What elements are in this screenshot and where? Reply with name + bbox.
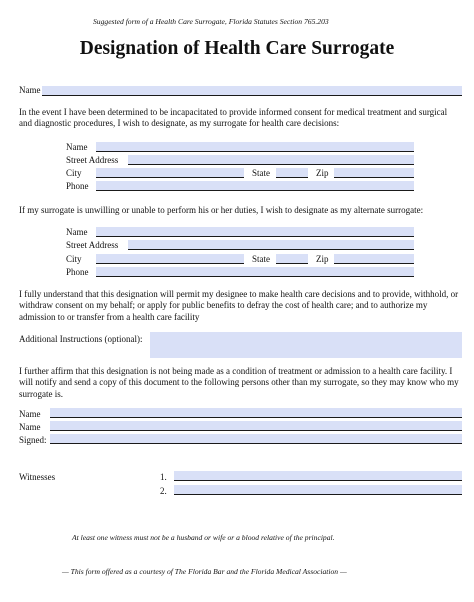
alternate-name-field[interactable] xyxy=(96,227,414,237)
surrogate-zip-label: Zip xyxy=(316,168,329,178)
alternate-zip-label: Zip xyxy=(316,254,329,264)
surrogate-street-label: Street Address xyxy=(66,155,119,165)
affirm-paragraph: I further affirm that this designation is not being made as a condition of treatment or admission to a health care facility. I will notify and send a copy of this document to the following persons other than my surrogate, so they may know who my surrogate is. xyxy=(19,366,459,399)
additional-instructions-field[interactable] xyxy=(150,332,462,358)
surrogate-name-field[interactable] xyxy=(96,142,414,152)
alternate-state-label: State xyxy=(252,254,270,264)
signed-label: Signed: xyxy=(19,435,47,445)
alternate-street-field[interactable] xyxy=(128,240,414,250)
surrogate-phone-label: Phone xyxy=(66,181,89,191)
surrogate-state-field[interactable] xyxy=(276,168,308,178)
alternate-state-field[interactable] xyxy=(276,254,308,264)
surrogate-city-field[interactable] xyxy=(96,168,244,178)
understanding-paragraph: I fully understand that this designation will permit my designee to make health care decisions and to provide, withhold, or withdraw consent on my behalf; or apply for public benefits to defray the cost of health care; and to authorize my admission to or transfer from a health care facility xyxy=(19,289,459,322)
surrogate-zip-field[interactable] xyxy=(334,168,414,178)
principal-name-label: Name xyxy=(19,85,41,95)
notify-name1-field[interactable] xyxy=(50,408,462,418)
surrogate-street-field[interactable] xyxy=(128,155,414,165)
principal-name-field[interactable] xyxy=(42,86,462,96)
notify-name2-field[interactable] xyxy=(50,421,462,431)
surrogate-name-label: Name xyxy=(66,142,88,152)
notify-name1-label: Name xyxy=(19,409,41,419)
alternate-paragraph: If my surrogate is unwilling or unable to perform his or her duties, I wish to designate as my alternate surrogate: xyxy=(19,205,424,215)
witness-2-field[interactable] xyxy=(174,485,462,495)
page-title: Designation of Health Care Surrogate xyxy=(79,38,395,59)
witness-note: At least one witness must not be a husband or wife or a blood relative of the principal. xyxy=(72,533,335,542)
alternate-city-field[interactable] xyxy=(96,254,244,264)
header-note: Suggested form of a Health Care Surrogate, Florida Statutes Section 765.203 xyxy=(93,17,329,26)
signature-field[interactable] xyxy=(50,434,462,444)
alternate-phone-field[interactable] xyxy=(96,267,414,277)
witness-1-field[interactable] xyxy=(174,471,462,481)
surrogate-city-label: City xyxy=(66,168,82,178)
alternate-street-label: Street Address xyxy=(66,240,119,250)
alternate-name-label: Name xyxy=(66,227,88,237)
additional-instructions-label: Additional Instructions (optional): xyxy=(19,334,143,344)
witness-1-number: 1. xyxy=(160,472,167,482)
witnesses-label: Witnesses xyxy=(19,472,56,482)
intro-paragraph: In the event I have been determined to be incapacitated to provide informed consent for medical treatment and surgical and diagnostic procedures, I wish to designate, as my surrogate for health care decisions: xyxy=(19,107,448,129)
alternate-phone-label: Phone xyxy=(66,267,89,277)
alternate-city-label: City xyxy=(66,254,82,264)
alternate-zip-field[interactable] xyxy=(334,254,414,264)
notify-name2-label: Name xyxy=(19,422,41,432)
surrogate-phone-field[interactable] xyxy=(96,181,414,191)
witness-2-number: 2. xyxy=(160,486,167,496)
footer-note: — This form offered as a courtesy of The Florida Bar and the Florida Medical Association — xyxy=(62,567,347,576)
surrogate-state-label: State xyxy=(252,168,270,178)
